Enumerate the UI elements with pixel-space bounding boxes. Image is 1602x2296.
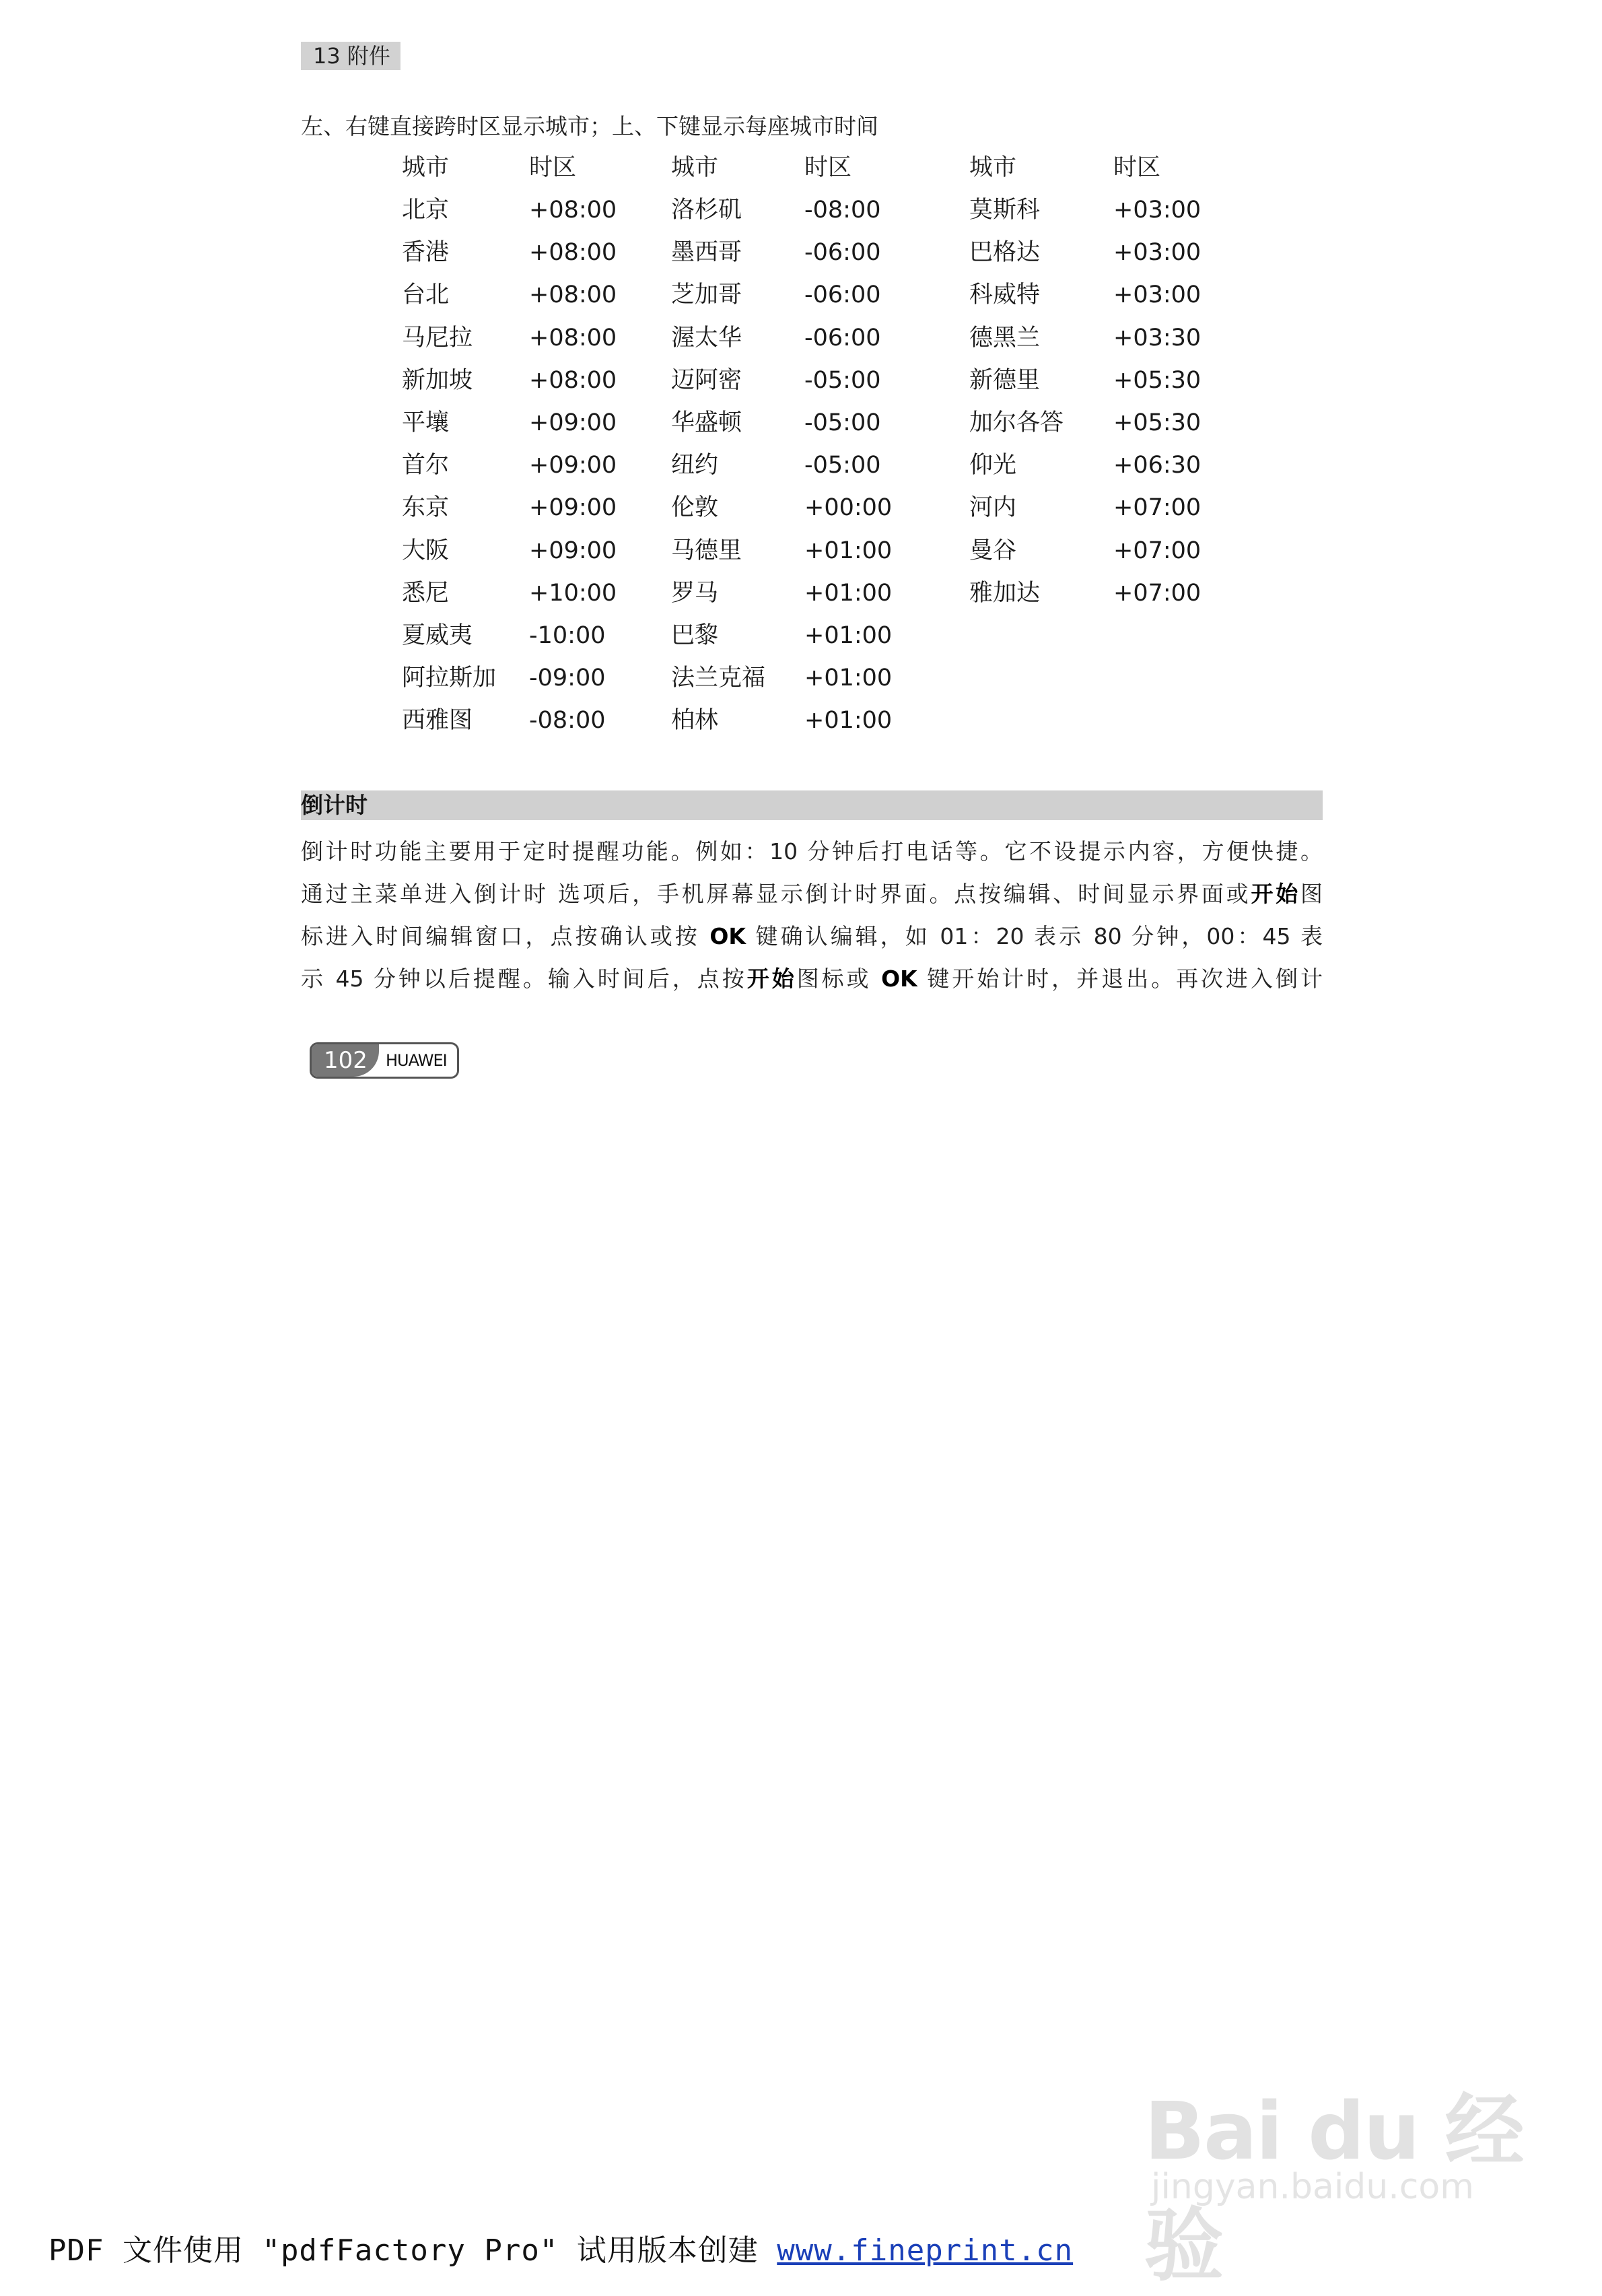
table-cell-timezone: +06:30 bbox=[1113, 452, 1202, 479]
fineprint-link[interactable]: www.fineprint.cn bbox=[777, 2233, 1074, 2268]
start-keyword: 开始 bbox=[1251, 881, 1300, 907]
table-cell-city: 华盛顿 bbox=[671, 409, 742, 436]
table-cell-city: 纽约 bbox=[671, 452, 719, 479]
table-cell-city: 莫斯科 bbox=[969, 197, 1041, 224]
table-cell-city: 马德里 bbox=[671, 537, 742, 564]
table-header-city: 城市 bbox=[671, 154, 719, 181]
table-cell-city: 伦敦 bbox=[671, 494, 719, 521]
table-cell-city: 仰光 bbox=[969, 452, 1017, 479]
table-cell-timezone: +08:00 bbox=[529, 197, 617, 224]
table-cell-city: 科威特 bbox=[969, 281, 1041, 308]
table-cell-timezone: -08:00 bbox=[804, 197, 881, 224]
table-cell-city: 阿拉斯加 bbox=[402, 665, 497, 691]
table-cell-timezone: -06:00 bbox=[804, 239, 881, 266]
timezone-table bbox=[0, 0, 1602, 741]
table-header-timezone: 时区 bbox=[529, 154, 577, 181]
table-cell-city: 德黑兰 bbox=[969, 325, 1041, 351]
table-cell-timezone: -06:00 bbox=[804, 281, 881, 308]
ok-keyword: OK bbox=[881, 966, 917, 992]
table-cell-timezone: +05:30 bbox=[1113, 367, 1202, 394]
table-cell-timezone: +00:00 bbox=[804, 494, 893, 521]
watermark-url: jingyan.baidu.com bbox=[1151, 2167, 1474, 2207]
table-cell-city: 首尔 bbox=[402, 452, 450, 479]
baidu-watermark bbox=[1138, 2047, 1541, 2292]
table-cell-city: 巴黎 bbox=[671, 622, 719, 649]
table-cell-timezone: +03:00 bbox=[1113, 197, 1202, 224]
table-cell-timezone: +09:00 bbox=[529, 452, 617, 479]
table-cell-city: 新德里 bbox=[969, 367, 1041, 394]
table-cell-city: 墨西哥 bbox=[671, 239, 742, 266]
table-cell-city: 平壤 bbox=[402, 409, 450, 436]
table-cell-city: 悉尼 bbox=[402, 580, 450, 607]
table-cell-city: 河内 bbox=[969, 494, 1017, 521]
page-number: 102 bbox=[312, 1044, 379, 1077]
table-cell-city: 北京 bbox=[402, 197, 450, 224]
chapter-tab: 13 附件 bbox=[301, 42, 401, 70]
table-header-city: 城市 bbox=[402, 154, 450, 181]
table-cell-timezone: -10:00 bbox=[529, 622, 606, 649]
table-cell-timezone: +07:00 bbox=[1113, 537, 1202, 564]
table-cell-city: 大阪 bbox=[402, 537, 450, 564]
paragraph-line-2: 通过主菜单进入倒计时 选项后，手机屏幕显示倒计时界面。点按编辑、时间显示界面或开始图 bbox=[301, 881, 1323, 907]
table-cell-timezone: +01:00 bbox=[804, 665, 893, 691]
table-cell-city: 夏威夷 bbox=[402, 622, 473, 649]
start-keyword: 开始 bbox=[746, 966, 797, 992]
table-cell-timezone: -05:00 bbox=[804, 367, 881, 394]
table-header-city: 城市 bbox=[969, 154, 1017, 181]
table-cell-city: 曼谷 bbox=[969, 537, 1017, 564]
table-cell-timezone: +05:30 bbox=[1113, 409, 1202, 436]
table-cell-timezone: +10:00 bbox=[529, 580, 617, 607]
table-cell-city: 迈阿密 bbox=[671, 367, 742, 394]
table-cell-timezone: -08:00 bbox=[529, 707, 606, 734]
table-cell-city: 芝加哥 bbox=[671, 281, 742, 308]
paragraph-line-1: 倒计时功能主要用于定时提醒功能。例如：10 分钟后打电话等。它不设提示内容，方便快捷。 bbox=[301, 838, 1323, 865]
table-cell-timezone: +07:00 bbox=[1113, 580, 1202, 607]
table-cell-timezone: +08:00 bbox=[529, 239, 617, 266]
table-cell-city: 渥太华 bbox=[671, 325, 742, 351]
table-cell-city: 香港 bbox=[402, 239, 450, 266]
table-cell-timezone: +03:00 bbox=[1113, 239, 1202, 266]
paragraph-line-4: 示 45 分钟以后提醒。输入时间后，点按开始图标或 OK 键开始计时，并退出。再次进入倒计 bbox=[301, 966, 1323, 992]
table-cell-timezone: -05:00 bbox=[804, 452, 881, 479]
table-cell-city: 马尼拉 bbox=[402, 325, 473, 351]
table-cell-timezone: +01:00 bbox=[804, 622, 893, 649]
table-header-timezone: 时区 bbox=[1113, 154, 1161, 181]
pdf-notice: PDF 文件使用 "pdfFactory Pro" 试用版本创建 www.fineprint.cn bbox=[48, 2233, 1074, 2268]
watermark-logo: Bai du 经验 bbox=[1144, 2085, 1523, 2292]
table-cell-city: 柏林 bbox=[671, 707, 719, 734]
table-header-timezone: 时区 bbox=[804, 154, 852, 181]
paragraph-line-3: 标进入时间编辑窗口，点按确认或按 OK 键确认编辑，如 01：20 表示 80 分钟，00：45 表 bbox=[301, 923, 1323, 949]
table-cell-timezone: +01:00 bbox=[804, 537, 893, 564]
brand-name: HUAWEI bbox=[386, 1051, 447, 1070]
table-cell-timezone: +08:00 bbox=[529, 281, 617, 308]
section-title-countdown: 倒计时 bbox=[301, 790, 1323, 820]
ok-keyword: OK bbox=[709, 923, 746, 949]
table-cell-timezone: +01:00 bbox=[804, 580, 893, 607]
table-cell-timezone: -06:00 bbox=[804, 325, 881, 351]
table-cell-timezone: -05:00 bbox=[804, 409, 881, 436]
table-cell-timezone: +01:00 bbox=[804, 707, 893, 734]
table-cell-timezone: +07:00 bbox=[1113, 494, 1202, 521]
table-cell-timezone: +03:00 bbox=[1113, 281, 1202, 308]
table-cell-city: 罗马 bbox=[671, 580, 719, 607]
table-cell-timezone: +09:00 bbox=[529, 537, 617, 564]
page-footer-badge bbox=[310, 1042, 459, 1079]
intro-text: 左、右键直接跨时区显示城市；上、下键显示每座城市时间 bbox=[301, 113, 878, 139]
table-cell-timezone: -09:00 bbox=[529, 665, 606, 691]
table-cell-timezone: +09:00 bbox=[529, 494, 617, 521]
table-cell-city: 巴格达 bbox=[969, 239, 1041, 266]
table-cell-timezone: +08:00 bbox=[529, 367, 617, 394]
table-cell-city: 加尔各答 bbox=[969, 409, 1064, 436]
table-cell-city: 法兰克福 bbox=[671, 665, 766, 691]
table-cell-timezone: +08:00 bbox=[529, 325, 617, 351]
table-cell-city: 东京 bbox=[402, 494, 450, 521]
table-cell-timezone: +09:00 bbox=[529, 409, 617, 436]
table-cell-city: 新加坡 bbox=[402, 367, 473, 394]
table-cell-city: 雅加达 bbox=[969, 580, 1041, 607]
table-cell-city: 台北 bbox=[402, 281, 450, 308]
table-cell-city: 西雅图 bbox=[402, 707, 473, 734]
table-cell-timezone: +03:30 bbox=[1113, 325, 1202, 351]
table-cell-city: 洛杉矶 bbox=[671, 197, 742, 224]
